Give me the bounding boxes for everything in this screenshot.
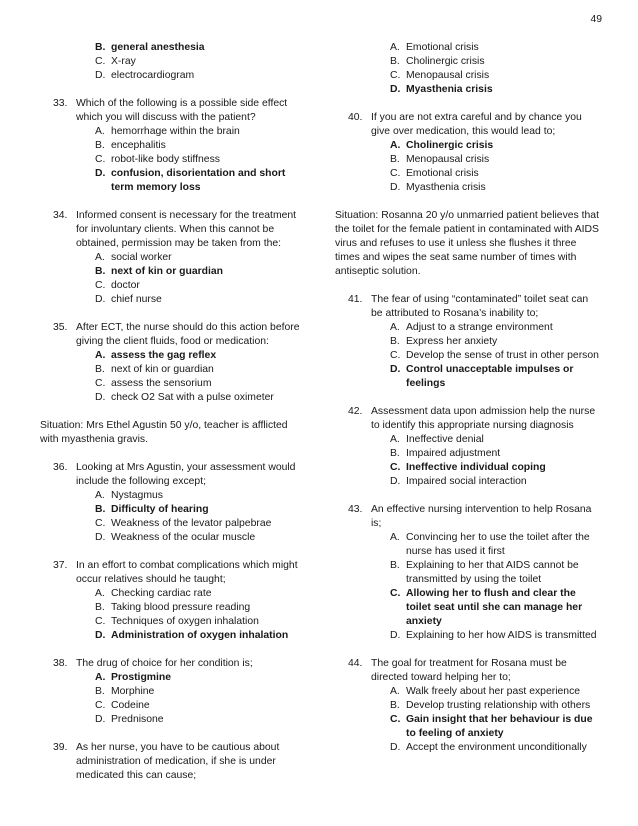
answer-option	[335, 181, 600, 195]
answer-option	[40, 601, 305, 615]
option-letter: D.	[390, 364, 401, 375]
option-text: Codeine	[111, 700, 150, 711]
answer-option	[40, 251, 305, 265]
answer-option	[335, 475, 600, 489]
option-letter: B.	[390, 336, 400, 347]
answer-option	[335, 83, 600, 97]
option-letter: A.	[390, 686, 400, 697]
option-text: hemorrhage within the brain	[111, 126, 240, 137]
option-letter: C.	[95, 518, 106, 529]
answer-option	[335, 153, 600, 167]
option-text: robot-like body stiffness	[111, 154, 220, 165]
option-letter: C.	[390, 168, 401, 179]
option-letter: D.	[95, 70, 106, 81]
answer-option	[335, 559, 600, 587]
answer-option	[335, 363, 600, 391]
option-text: check O2 Sat with a pulse oximeter	[111, 392, 274, 403]
option-text: Taking blood pressure reading	[111, 602, 251, 613]
answer-option	[40, 349, 305, 363]
option-text: Ineffective individual coping	[406, 462, 546, 473]
option-text: Cholinergic crisis	[406, 56, 485, 67]
option-letter: D.	[95, 630, 106, 641]
answer-option	[40, 685, 305, 699]
answer-option	[335, 699, 600, 713]
option-text: next of kin or guardian	[111, 364, 214, 375]
option-text: Impaired adjustment	[406, 448, 501, 459]
option-text: confusion, disorientation and short term memory loss	[111, 168, 286, 193]
question-stem: Assessment data upon admission help the nurse to identify this appropriate nursing diagnosis	[371, 406, 596, 431]
option-text: Ineffective denial	[406, 434, 484, 445]
option-letter: B.	[95, 140, 105, 151]
option-letter: B.	[390, 700, 400, 711]
option-text: Prostigmine	[111, 672, 172, 683]
option-letter: D.	[390, 742, 401, 753]
question-number: 43.	[348, 504, 363, 515]
answer-option	[40, 391, 305, 405]
option-text: Develop trusting relationship with others	[406, 700, 591, 711]
option-text: Emotional crisis	[406, 42, 479, 53]
question-35	[40, 321, 305, 405]
option-text: doctor	[111, 280, 140, 291]
question-stem: Which of the following is a possible side effect which you will discuss with the patient?	[76, 98, 288, 123]
question-41	[335, 293, 600, 391]
answer-option	[40, 503, 305, 517]
option-text: Develop the sense of trust in other person	[406, 350, 599, 361]
option-text: Gain insight that her behaviour is due to feeling of anxiety	[406, 714, 593, 739]
option-letter: A.	[390, 140, 401, 151]
option-letter: A.	[390, 322, 400, 333]
option-letter: C.	[95, 616, 106, 627]
answer-option	[40, 377, 305, 391]
option-letter: C.	[95, 56, 106, 67]
question-stem: Informed consent is necessary for the treatment for involuntary clients. When this cannot be obtained, permission may be taken from the:	[76, 210, 297, 249]
option-letter: C.	[390, 714, 401, 725]
option-text: Control unacceptable impulses or feelings	[406, 364, 574, 389]
option-letter: D.	[95, 168, 106, 179]
option-text: Morphine	[111, 686, 155, 697]
option-text: assess the gag reflex	[111, 350, 217, 361]
question-stem: In an effort to combat complications which might occur relatives should he taught;	[76, 560, 298, 585]
answer-option	[40, 713, 305, 727]
question-stem: After ECT, the nurse should do this action before giving the client fluids, food or medication:	[76, 322, 300, 347]
answer-option	[335, 629, 600, 643]
question-number: 36.	[53, 462, 68, 473]
question-stem: If you are not extra careful and by chance you give over medication, this would lead to;	[371, 112, 582, 137]
page-number: 49	[590, 14, 602, 25]
question-number: 33.	[53, 98, 68, 109]
answer-option	[335, 69, 600, 83]
option-text: encephalitis	[111, 140, 166, 151]
answer-option	[40, 293, 305, 307]
question-33	[40, 97, 305, 195]
answer-option	[40, 55, 305, 69]
question-number: 42.	[348, 406, 363, 417]
answer-option	[40, 587, 305, 601]
option-letter: D.	[390, 182, 401, 193]
question-44	[335, 657, 600, 755]
answer-option	[335, 349, 600, 363]
question-stem: The goal for treatment for Rosana must be directed toward helping her to;	[371, 658, 567, 683]
option-letter: A.	[95, 350, 106, 361]
option-letter: C.	[390, 70, 401, 81]
answer-option	[40, 139, 305, 153]
option-letter: A.	[390, 42, 400, 53]
answer-option	[335, 321, 600, 335]
option-letter: A.	[95, 252, 105, 263]
answer-option	[40, 265, 305, 279]
option-letter: A.	[95, 126, 105, 137]
option-letter: C.	[95, 280, 106, 291]
option-letter: D.	[390, 84, 401, 95]
option-text: Nystagmus	[111, 490, 163, 501]
question-number: 38.	[53, 658, 68, 669]
question-stem: Looking at Mrs Agustin, your assessment would include the following except;	[76, 462, 296, 487]
question-43	[335, 503, 600, 643]
answer-option	[40, 489, 305, 503]
option-letter: D.	[95, 714, 106, 725]
option-letter: C.	[95, 378, 106, 389]
answer-option	[40, 615, 305, 629]
answer-option	[335, 55, 600, 69]
answer-option	[40, 279, 305, 293]
answer-option	[40, 41, 305, 55]
option-text: Techniques of oxygen inhalation	[111, 616, 259, 627]
option-text: Myasthenia crisis	[406, 84, 493, 95]
option-letter: A.	[95, 490, 105, 501]
answer-option	[335, 41, 600, 55]
answer-option	[335, 433, 600, 447]
option-letter: C.	[95, 154, 106, 165]
option-letter: D.	[390, 630, 401, 641]
option-text: social worker	[111, 252, 172, 263]
answer-option	[40, 153, 305, 167]
option-letter: B.	[95, 364, 105, 375]
situation-text: Situation: Rosanna 20 y/o unmarried patient believes that the toilet for the female patient in contaminated with AIDS virus and refuses to use it unless she flushes it three times and wipes the seat same number of times with antiseptic solution.	[335, 210, 599, 277]
option-letter: B.	[390, 154, 400, 165]
option-text: Difficulty of hearing	[111, 504, 209, 515]
option-letter: C.	[390, 350, 401, 361]
option-letter: A.	[390, 434, 400, 445]
option-text: Impaired social interaction	[406, 476, 527, 487]
option-letter: B.	[390, 56, 400, 67]
question-number: 35.	[53, 322, 68, 333]
question-40	[335, 111, 600, 195]
answer-option	[335, 741, 600, 755]
option-text: Allowing her to flush and clear the toilet seat until she can manage her anxiety	[406, 588, 583, 627]
option-text: Emotional crisis	[406, 168, 479, 179]
answer-option	[40, 671, 305, 685]
question-37	[40, 559, 305, 643]
answer-option	[40, 629, 305, 643]
answer-option	[335, 335, 600, 349]
question-number: 44.	[348, 658, 363, 669]
option-text: Walk freely about her past experience	[406, 686, 581, 697]
option-letter: D.	[95, 392, 106, 403]
option-letter: B.	[95, 504, 106, 515]
answer-option	[40, 531, 305, 545]
question-stem: As her nurse, you have to be cautious about administration of medication, if she is under medicated this can cause;	[76, 742, 280, 781]
question-34	[40, 209, 305, 307]
answer-option	[40, 125, 305, 139]
option-letter: B.	[95, 686, 105, 697]
option-letter: D.	[95, 294, 106, 305]
answer-option	[335, 587, 600, 629]
option-text: general anesthesia	[111, 42, 205, 53]
question-39	[40, 741, 305, 783]
answer-option	[40, 517, 305, 531]
right-column	[335, 41, 600, 769]
option-text: Menopausal crisis	[406, 70, 490, 81]
option-letter: B.	[95, 42, 106, 53]
left-column	[40, 41, 305, 797]
option-letter: D.	[95, 532, 106, 543]
option-text: Weakness of the ocular muscle	[111, 532, 256, 543]
question-stem: The drug of choice for her condition is;	[76, 658, 253, 669]
question-stem: The fear of using “contaminated” toilet seat can be attributed to Rosana’s inability to;	[371, 294, 589, 319]
answer-option	[335, 447, 600, 461]
option-text: Convincing her to use the toilet after the nurse has used it first	[406, 532, 590, 557]
option-text: chief nurse	[111, 294, 162, 305]
answer-option	[335, 531, 600, 559]
question-stem: An effective nursing intervention to help Rosana is;	[371, 504, 592, 529]
option-text: electrocardiogram	[111, 70, 195, 81]
option-text: assess the sensorium	[111, 378, 212, 389]
question-number: 34.	[53, 210, 68, 221]
question-36	[40, 461, 305, 545]
answer-option	[335, 167, 600, 181]
option-letter: B.	[390, 560, 400, 571]
option-letter: A.	[95, 672, 106, 683]
answer-option	[335, 713, 600, 741]
option-letter: C.	[390, 462, 401, 473]
question-42	[335, 405, 600, 489]
answer-option	[40, 69, 305, 83]
option-text: Myasthenia crisis	[406, 182, 486, 193]
option-letter: B.	[390, 448, 400, 459]
option-text: Accept the environment unconditionally	[406, 742, 587, 753]
option-text: Administration of oxygen inhalation	[111, 630, 289, 641]
option-text: X-ray	[111, 56, 136, 67]
option-text: Explaining to her how AIDS is transmitted	[406, 630, 597, 641]
option-letter: C.	[95, 700, 106, 711]
option-letter: C.	[390, 588, 401, 599]
answer-option	[335, 139, 600, 153]
question-number: 40.	[348, 112, 363, 123]
option-text: Menopausal crisis	[406, 154, 490, 165]
situation-text: Situation: Mrs Ethel Agustin 50 y/o, teacher is afflicted with myasthenia gravis.	[40, 420, 288, 445]
option-letter: A.	[95, 588, 105, 599]
option-letter: B.	[95, 266, 106, 277]
answer-option	[40, 167, 305, 195]
answer-option	[335, 685, 600, 699]
question-number: 37.	[53, 560, 68, 571]
option-text: Checking cardiac rate	[111, 588, 212, 599]
option-letter: A.	[390, 532, 400, 543]
option-text: Cholinergic crisis	[406, 140, 494, 151]
answer-option	[40, 699, 305, 713]
question-continuation	[335, 41, 600, 97]
option-text: Prednisone	[111, 714, 164, 725]
question-number: 41.	[348, 294, 363, 305]
option-text: next of kin or guardian	[111, 266, 223, 277]
option-letter: D.	[390, 476, 401, 487]
answer-option	[40, 363, 305, 377]
answer-option	[335, 461, 600, 475]
option-text: Adjust to a strange environment	[406, 322, 553, 333]
question-38	[40, 657, 305, 727]
option-text: Weakness of the levator palpebrae	[111, 518, 272, 529]
option-text: Express her anxiety	[406, 336, 498, 347]
question-continuation	[40, 41, 305, 83]
question-number: 39.	[53, 742, 68, 753]
option-text: Explaining to her that AIDS cannot be transmitted by using the toilet	[406, 560, 579, 585]
option-letter: B.	[95, 602, 105, 613]
